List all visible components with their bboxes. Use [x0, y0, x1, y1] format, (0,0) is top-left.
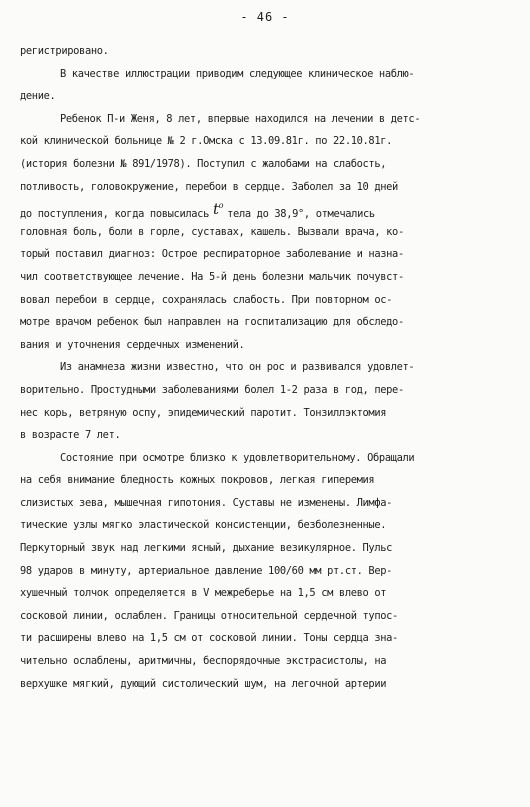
text-line: кой клинической больнице № 2 г.Омска с 13.09.81г. по 22.10.81г.: [20, 135, 393, 148]
text-line: торый поставил диагноз: Острое респираторное заболевание и назна-: [20, 248, 404, 261]
page-number: - 46 -: [240, 10, 290, 24]
text-line: в возрасте 7 лет.: [20, 429, 121, 442]
text-line: головная боль, боли в горле, суставах, кашель. Вызвали врача, ко-: [20, 225, 404, 238]
text-line: 98 ударов в минуту, артериальное давление 100/60 мм рт.ст. Вер-: [20, 564, 393, 577]
text-line: нес корь, ветряную оспу, эпидемический паротит. Тонзиллэктомия: [20, 406, 387, 419]
text-line: тические узлы мягко эластической консистенции, безболезненные.: [20, 519, 387, 532]
text-line: ти расширены влево на 1,5 см от сосковой линии. Тоны сердца зна-: [20, 632, 398, 645]
text-line: (история болезни № 891/1978). Поступил с жалобами на слабость,: [20, 157, 387, 170]
text-line: сосковой линии, ослаблен. Границы относительной сердечной тупос-: [20, 609, 398, 622]
text-line: Перкуторный звук над легкими ясный, дыхание везикулярное. Пульс: [20, 542, 393, 555]
text-line: чил соответствующее лечение. На 5-й день болезни мальчик почувст-: [20, 270, 404, 283]
text-line: вовал перебои в сердце, сохранялась слабость. При повторном ос-: [20, 293, 393, 306]
text-line: вания и уточнения сердечных изменений.: [20, 338, 245, 351]
temperature-symbol: $t^o$: [212, 200, 224, 219]
text-line: Из анамнеза жизни известно, что он рос и развивался удовлет-: [60, 361, 415, 374]
text-line: регистрировано.: [20, 45, 109, 57]
body-text: [20, 40, 518, 695]
text-line: верхушке мягкий, дующий систолический шум, на легочной артерии: [20, 677, 387, 690]
text-line: Ребенок П-и Женя, 8 лет, впервые находился на лечении в детс-: [60, 112, 421, 125]
text-line: чительно ослаблены, аритмичны, беспорядочные экстрасистолы, на: [20, 655, 387, 668]
text-line: Состояние при осмотре близко к удовлетворительному. Обращали: [60, 451, 415, 464]
line-text-before: до поступления, когда повысилась: [20, 208, 209, 221]
text-line: на себя внимание бледность кожных покровов, легкая гиперемия: [20, 474, 375, 487]
text-line: дение.: [20, 90, 56, 103]
text-line: [20, 198, 518, 221]
text-line: В качестве иллюстрации приводим следующее клиническое наблю-: [60, 67, 415, 80]
line-text-after: тела до 38,9°, отмечались: [227, 208, 375, 221]
text-line: мотре врачом ребенок был направлен на госпитализацию для обследо-: [20, 316, 404, 329]
text-line: хушечный толчок определяется в V межреберье на 1,5 см влево от: [20, 587, 387, 600]
text-line: ворительно. Простудными заболеваниями болел 1-2 раза в год, пере-: [20, 383, 404, 396]
text-line: слизистых зева, мышечная гипотония. Суставы не изменены. Лимфа-: [20, 496, 393, 509]
text-line: потливость, головокружение, перебои в сердце. Заболел за 10 дней: [20, 180, 398, 193]
